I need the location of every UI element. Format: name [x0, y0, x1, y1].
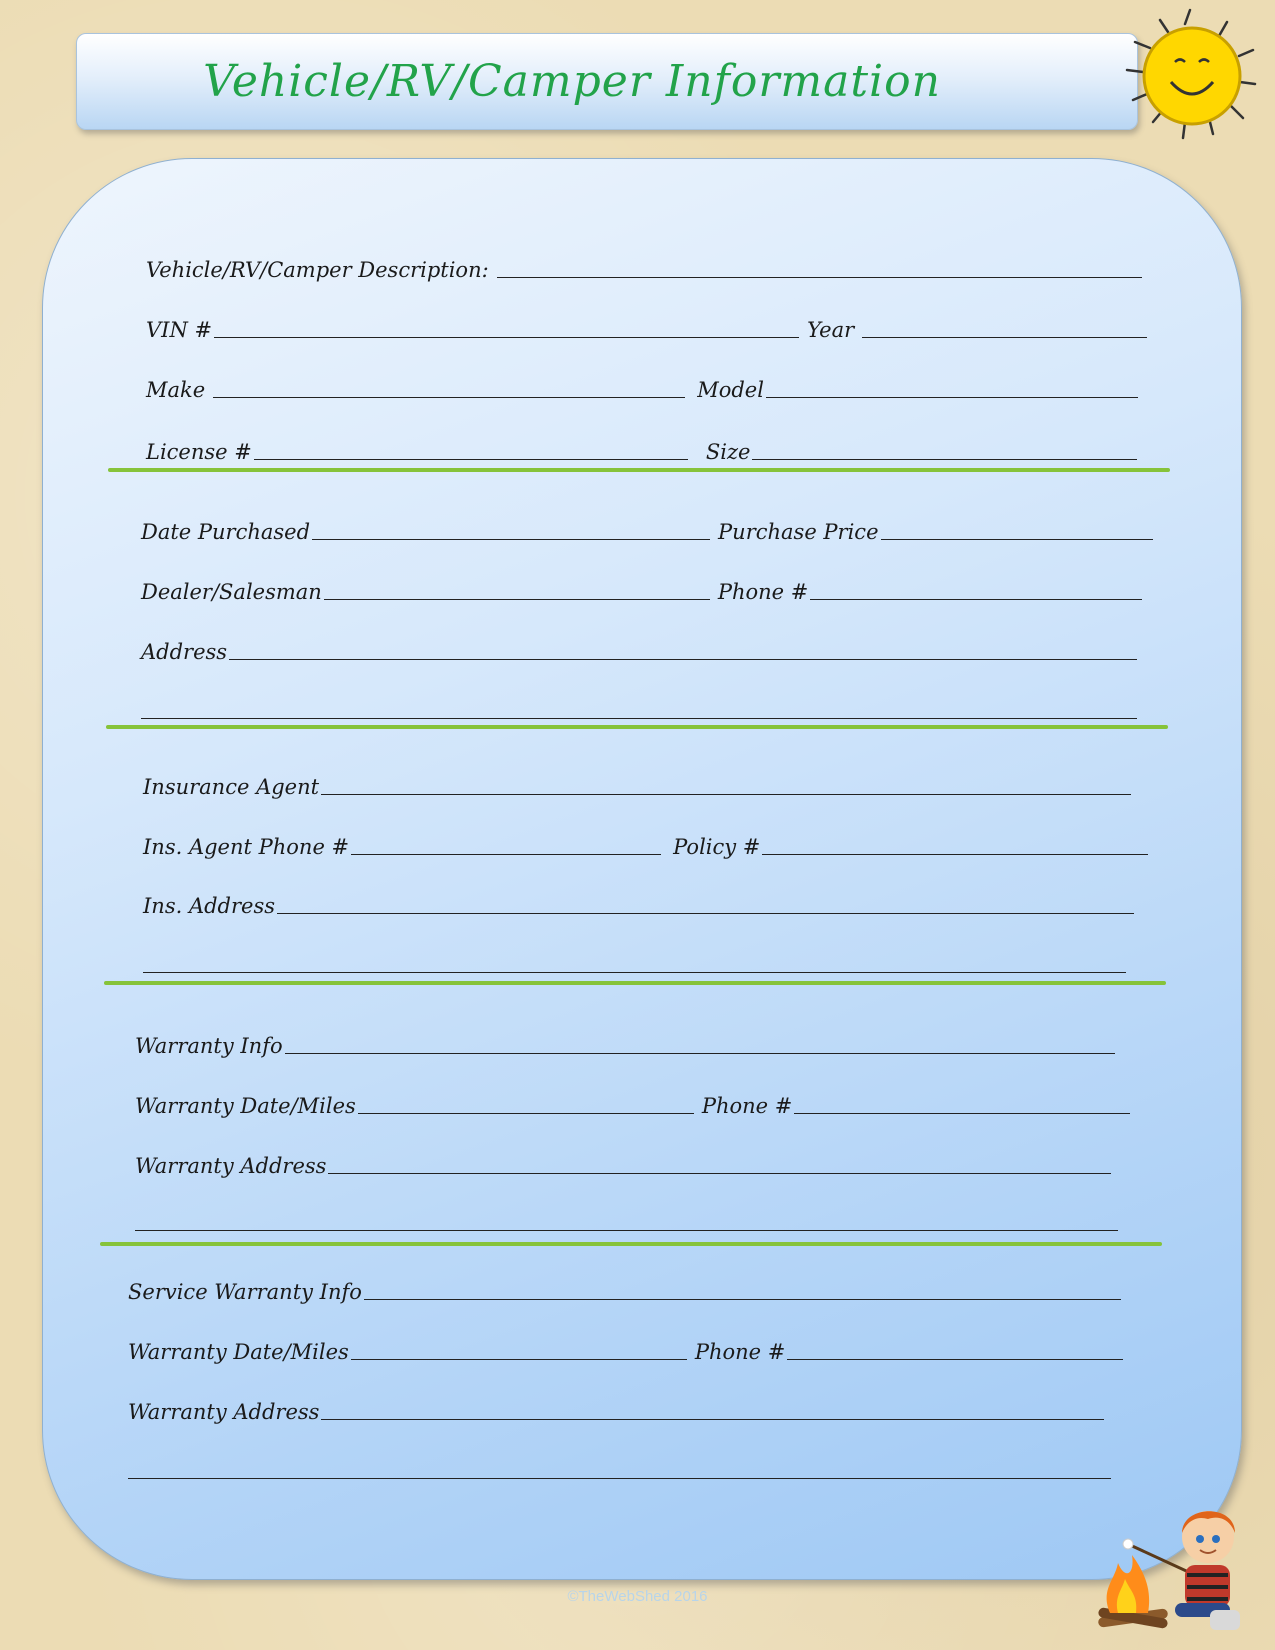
- license-line[interactable]: [254, 459, 688, 460]
- section-divider: [106, 725, 1168, 729]
- warranty-address-row: [135, 1144, 1111, 1178]
- dealer-phone-label: Phone #: [717, 580, 809, 604]
- insurance-agent-line[interactable]: [321, 794, 1131, 795]
- service-warranty-info-row: [128, 1270, 1121, 1304]
- warranty-address-line[interactable]: [328, 1173, 1111, 1174]
- ins-address-label: Ins. Address: [143, 894, 276, 918]
- purchase-price-label: Purchase Price: [718, 520, 879, 544]
- service-warranty-address-row: [128, 1390, 1104, 1424]
- address-label: Address: [141, 640, 228, 664]
- service-warranty-phone-line[interactable]: [787, 1359, 1123, 1360]
- make-label: Make: [146, 378, 206, 402]
- vin-row: [146, 308, 1147, 342]
- policy-label: Policy #: [673, 835, 761, 859]
- address-line-2[interactable]: [141, 718, 1137, 719]
- size-label: Size: [705, 440, 751, 464]
- ins-address-line-2[interactable]: [143, 972, 1126, 973]
- dealer-line[interactable]: [324, 599, 710, 600]
- date-purchased-row: [141, 510, 1153, 544]
- section-divider: [104, 981, 1166, 985]
- service-warranty-phone-label: Phone #: [694, 1340, 786, 1364]
- warranty-info-line[interactable]: [285, 1053, 1115, 1054]
- copyright-footer: ©TheWebShed 2016: [567, 1588, 708, 1605]
- date-purchased-label: Date Purchased: [141, 520, 311, 544]
- date-purchased-line[interactable]: [312, 539, 710, 540]
- model-label: Model: [697, 378, 764, 402]
- ins-address-row: [143, 884, 1134, 918]
- sun-icon: [1105, 0, 1275, 150]
- description-line[interactable]: [497, 277, 1142, 278]
- year-line[interactable]: [862, 337, 1147, 338]
- make-row: [146, 368, 1138, 402]
- purchase-price-line[interactable]: [881, 539, 1153, 540]
- size-line[interactable]: [752, 459, 1137, 460]
- service-warranty-date-label: Warranty Date/Miles: [128, 1340, 349, 1364]
- warranty-phone-label: Phone #: [701, 1094, 793, 1118]
- year-label: Year: [807, 318, 855, 342]
- description-row: [146, 248, 1142, 282]
- warranty-info-label: Warranty Info: [135, 1034, 283, 1058]
- dealer-row: [141, 570, 1142, 604]
- warranty-date-line[interactable]: [358, 1113, 694, 1114]
- vin-line[interactable]: [214, 337, 799, 338]
- dealer-phone-line[interactable]: [810, 599, 1142, 600]
- service-warranty-date-row: [128, 1330, 1123, 1364]
- ins-phone-line[interactable]: [351, 854, 661, 855]
- warranty-address-line-2[interactable]: [135, 1230, 1118, 1231]
- policy-line[interactable]: [762, 854, 1148, 855]
- service-warranty-address-line[interactable]: [321, 1419, 1104, 1420]
- service-warranty-info-line[interactable]: [364, 1299, 1121, 1300]
- section-divider: [108, 468, 1170, 472]
- vin-label: VIN #: [146, 318, 213, 342]
- page-title: Vehicle/RV/Camper Information: [203, 56, 941, 107]
- license-row: [146, 430, 1137, 464]
- service-warranty-address-line-2[interactable]: [128, 1478, 1111, 1479]
- ins-address-line[interactable]: [277, 913, 1134, 914]
- make-line[interactable]: [213, 397, 685, 398]
- insurance-agent-row: [143, 765, 1131, 799]
- title-banner: [76, 33, 1138, 130]
- warranty-date-label: Warranty Date/Miles: [135, 1094, 356, 1118]
- service-warranty-info-label: Service Warranty Info: [128, 1280, 362, 1304]
- description-label: Vehicle/RV/Camper Description:: [146, 258, 489, 282]
- warranty-date-row: [135, 1084, 1130, 1118]
- insurance-agent-label: Insurance Agent: [143, 775, 320, 799]
- service-warranty-address-label: Warranty Address: [128, 1400, 320, 1424]
- license-label: License #: [146, 440, 252, 464]
- dealer-label: Dealer/Salesman: [141, 580, 322, 604]
- ins-phone-label: Ins. Agent Phone #: [143, 835, 350, 859]
- section-divider: [100, 1242, 1162, 1246]
- ins-phone-row: [143, 825, 1148, 859]
- service-warranty-date-line[interactable]: [351, 1359, 687, 1360]
- address-row: [141, 630, 1137, 664]
- campfire-boy-icon: [1090, 1475, 1250, 1635]
- warranty-phone-line[interactable]: [794, 1113, 1130, 1114]
- warranty-address-label: Warranty Address: [135, 1154, 327, 1178]
- model-line[interactable]: [766, 397, 1138, 398]
- warranty-info-row: [135, 1024, 1115, 1058]
- address-line[interactable]: [229, 659, 1137, 660]
